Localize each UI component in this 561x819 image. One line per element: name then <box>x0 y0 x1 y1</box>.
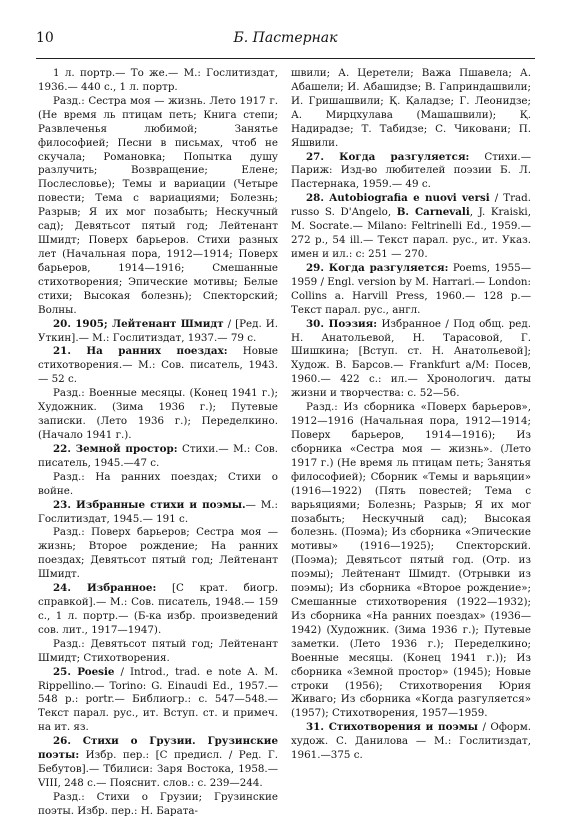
header-rule <box>36 58 535 59</box>
right-column <box>291 67 531 763</box>
entry-heading: 25. Poesie <box>53 665 115 678</box>
entry-text: / Оформ. худож. С. Данилова — М.: Гослитиздат, 1961.—375 с. <box>291 721 532 762</box>
page-number: 10 <box>36 30 54 46</box>
entry-text: Новые стихотворения.— М.: Сов. писатель, 1943.— 52 с. <box>38 345 278 386</box>
right-continuation <box>291 67 531 151</box>
left-paragraph <box>38 345 278 387</box>
entry-text: Разд.: Из сборника «Поверх барьеров», 1912—1916 (Начальная пора, 1912—1914; Поверх барьеров, 1914—1916); Из сборника «Сестра моя — жизнь». (Лето 1917 г.) (Не время ль птицам петь; Занятья философией); Сборник «Темы и варьяции» (1916—1922) (Пять повестей; Тема с варьяциями; Болезнь; Разрыв; Я их мог позабыть; Нескучный сад); Высокая болезнь. (Поэма); Из сборника «Эпические мотивы» (1916—1925); Спекторский. (Поэма); Девятьсот пятый год. (Отр. из поэмы); Лейтенант Шмидт. (Отрывки из поэмы); Из сборника «Второе рождение»; Смешанные стихотворения (1922—1932); Из сборника «На ранних поездах» (1936—1942) (Художник. (Зима 1936 г.); Путевые заметки. (Лето 1936 г.); Переделкино; Военные месяцы. (Конец 1941 г.)); Из сборника «Земной простор» (1945); Новые строки (1956); Стихотворения Юрия Живаго; Из сборника «Когда разгуляется» (1957); Стихотворения, 1957—1959. <box>291 401 531 720</box>
left-paragraph <box>38 582 278 638</box>
entry-text: Стихи.— Париж: Изд-во любителей поэзии Б. Л. Пастернака, 1959.— 49 с. <box>291 150 531 191</box>
entry-text: Избранное / Под общ. ред. Н. Анатольевой, Н. Тарасовой, Г. Шишкина; [Вступ. ст. Н. Анатольевой]; Худож. В. Барсов.— Frankfurt a/M: Посев, 1960.— 422 с.: ил.— Хронологич. даты жизни и творчества: с. 52—56. <box>291 317 531 400</box>
running-head: Б. Пастернак <box>233 30 338 46</box>
left-paragraph <box>38 526 278 582</box>
entry-text: Избр. пер.: [С предисл. / Ред. Г. Бебутов].— Тбилиси: Заря Востока, 1958.— VIII, 248 с.— Пояснит. слов.: с. 239—244. <box>38 749 278 790</box>
left-column <box>38 67 278 819</box>
entry-heading: 22. Земной простор: <box>53 442 178 455</box>
entry-text: Разд.: Девятьсот пятый год; Лейтенант Шмидт; Стихотворения. <box>38 637 278 664</box>
entry-heading: B. Carnevali <box>396 206 470 219</box>
right-paragraph <box>291 151 531 193</box>
right-paragraph <box>291 192 531 262</box>
entry-heading: 31. Стихотворения и поэмы <box>306 721 479 734</box>
page-header <box>36 30 535 54</box>
entry-heading: 23. Избранные стихи и поэмы. <box>53 498 246 511</box>
right-paragraph <box>291 262 531 318</box>
entry-text: Poems, 1955—1959 / Engl. version by M. Harrari.— London: Collins a. Harvill Press, 1960.— 128 р.— Текст парал. рус., англ. <box>291 261 531 316</box>
entry-text: Стихи.— М.: Сов. писатель, 1945.—47 с. <box>38 442 278 469</box>
entry-heading: 30. Поэзия: <box>306 317 378 330</box>
entry-heading: 20. 1905; Лейтенант Шмидт <box>53 317 224 330</box>
left-paragraph <box>38 638 278 666</box>
right-paragraph <box>291 721 531 763</box>
left-paragraph <box>38 471 278 499</box>
left-paragraph <box>38 387 278 443</box>
entry-text: 1 л. портр.— То же.— М.: Гослитиздат, 1936.— 440 с., 1 л. портр. <box>38 67 278 93</box>
entry-text: Разд.: Сестра моя — жизнь. Лето 1917 г. (Не время ль птицам петь; Книга степи; Развлеченья любимой; Занятье философией; Песни в письмах, чтоб не скучала; Романовка; Попытка душу разлучить; Возвращение; Елене; Послесловье); Темы и вариации (Четыре повести; Тема с вариациями; Болезнь; Разрыв; Я их мог позабыть; Нескучный сад); Девятьсот пятый год; Лейтенант Шмидт; Поверх барьеров. Стихи разных лет (Начальная пора, 1912—1914; Поверх барьеров, 1914—1916; Смешанные стихотворения; Эпические мотивы; Белые стихи; Высокая болезнь); Спекторский; Волны. <box>38 94 278 316</box>
entry-text: — М.: Гослитиздат, 1945.— 191 с. <box>38 498 278 525</box>
entry-heading: 21. На ранних поездах: <box>53 345 228 358</box>
entry-text: [С крат. биогр. справкой].— М.: Сов. писатель, 1948.— 159 с., 1 л. портр.— (Б-ка избр. произведений сов. лит., 1917—1947). <box>38 582 278 636</box>
entry-heading: 28. Autobiografia e nuovi versi <box>306 192 490 205</box>
left-paragraph <box>38 67 278 95</box>
entry-text: Разд.: Поверх барьеров; Сестра моя — жизнь; Второе рождение; На ранних поездах; Девятьсот пятый год; Лейтенант Шмидт. <box>38 526 278 581</box>
left-paragraph <box>38 95 278 318</box>
left-paragraph <box>38 666 278 736</box>
right-paragraph <box>291 401 531 721</box>
left-paragraph <box>38 791 278 819</box>
entry-heading: 26. Стихи о Грузии. Грузинские поэты: <box>38 735 278 762</box>
left-paragraph <box>38 499 278 527</box>
left-paragraph <box>38 443 278 471</box>
entry-heading: 29. Когда разгуляется: <box>306 261 449 274</box>
left-paragraph <box>38 318 278 346</box>
entry-text: / [Ред. И. Уткин].— М.: Гослитиздат, 1937.— 79 с. <box>38 317 278 344</box>
entry-text: / Introd., trad. e note A. M. Rippellino.— Torino: G. Einaudi Ed., 1957.—548 p.: portr.— Библиогр.: с. 547—548.— Текст парал. рус., ит. Вступ. ст. и примеч. на ит. яз. <box>38 665 278 734</box>
entry-text: Разд.: Военные месяцы. (Конец 1941 г.); Художник. (Зима 1936 г.); Путевые записки. (Лето 1936 г.); Переделкино. (Начало 1941 г.). <box>38 387 278 441</box>
entry-text: швили; А. Церетели; Важа Пшавела; А. Абашели; И. Абашидзе; В. Гаприндашвили; И. Гришашвили; Қ. Қаладзе; Г. Леонидзе; А. Мирцхулава (Машашвили); Қ. Надирадзе; Т. Табидзе; С. Чиковани; П. Яшвили. <box>291 67 531 149</box>
right-paragraph <box>291 318 531 402</box>
entry-text: , J. Kraiski, M. Socrate.— Milano: Feltrinelli Ed., 1959.— 272 р., 54 ill.— Текст парал. рус., ит. Указ. имен и ил.: с: 251 — 270. <box>291 206 531 260</box>
entry-heading: 24. Избранное: <box>53 582 157 595</box>
entry-heading: 27. Когда разгуляется: <box>306 150 470 163</box>
left-paragraph <box>38 735 278 791</box>
entry-text: Разд.: Стихи о Грузии; Грузинские поэты. Избр. пер.: Н. Барата- <box>38 790 278 817</box>
entry-text: Разд.: На ранних поездах; Стихи о войне. <box>38 470 278 497</box>
entry-text: / Trad. russo S. D'Angelo, <box>291 192 531 219</box>
